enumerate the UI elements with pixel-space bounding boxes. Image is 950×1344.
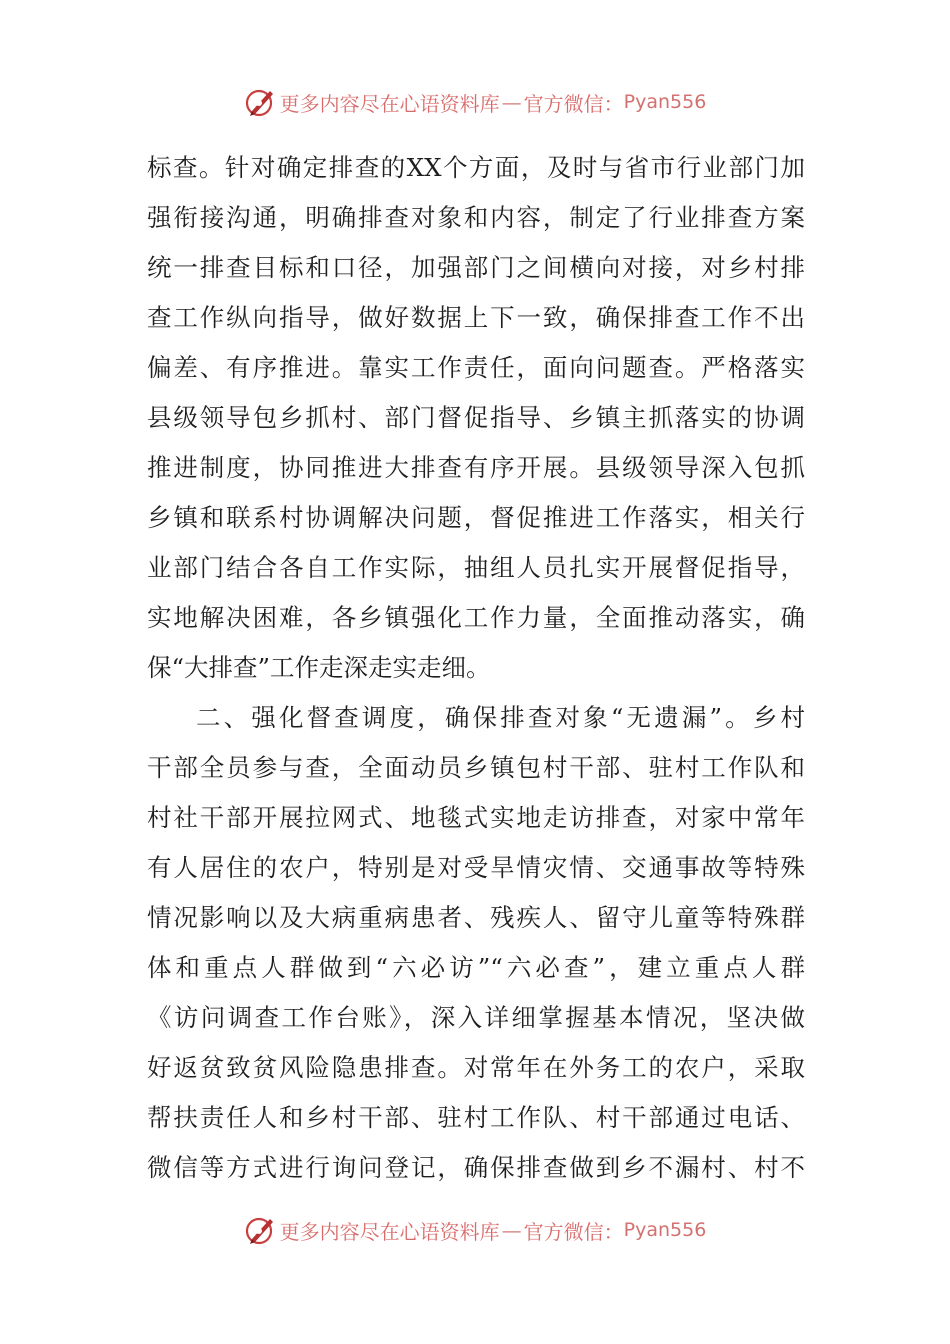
body-line: 干部全员参与查，全面动员乡镇包村干部、驻村工作队和 [147,753,805,782]
watermark-label: 官方微信： [523,1219,624,1244]
body-line: 标查。针对确定排查的XX个方面，及时与省市行业部门加 [147,153,805,182]
body-line: 村社干部开展拉网式、地毯式实地走访排查，对家中常年 [147,803,805,832]
watermark-account: Pyan556 [623,1219,707,1241]
body-line: 情况影响以及大病重病患者、残疾人、留守儿童等特殊群 [147,903,805,932]
body-line: 偏差、有序推进。靠实工作责任，面向问题查。严格落实 [147,353,805,382]
body-line: 好返贫致贫风险隐患排查。对常年在外务工的农户，采取 [147,1053,805,1082]
body-line: 强衔接沟通，明确排查对象和内容，制定了行业排查方案 [147,203,805,232]
body-line: 《访问调查工作台账》，深入详细掌握基本情况，坚决做 [147,1003,805,1032]
watermark-account: Pyan556 [623,91,707,113]
pen-logo-icon [244,85,278,119]
body-line: 保“大排查”工作走深走实走细。 [147,653,491,682]
section-heading-line: 二、强化督查调度，确保排查对象“无遗漏”。乡村 [196,703,805,732]
pen-logo-icon [244,1213,278,1247]
footer-watermark [0,1210,950,1250]
watermark-separator: — [501,90,522,114]
body-line: 业部门结合各自工作实际，抽组人员扎实开展督促指导， [147,553,805,582]
body-line: 体和重点人群做到“六必访”“六必查”，建立重点人群 [147,953,805,982]
watermark-separator: — [501,1218,522,1242]
header-watermark [0,82,950,122]
watermark-site-text: 更多内容尽在心语资料库 [279,1219,500,1244]
watermark-site-text: 更多内容尽在心语资料库 [279,91,500,116]
body-line: 实地解决困难，各乡镇强化工作力量，全面推动落实，确 [147,603,805,632]
body-line: 乡镇和联系村协调解决问题，督促推进工作落实，相关行 [147,503,805,532]
body-line: 微信等方式进行询问登记，确保排查做到乡不漏村、村不 [147,1153,805,1182]
body-line: 统一排查目标和口径，加强部门之间横向对接，对乡村排 [147,253,805,282]
body-line: 查工作纵向指导，做好数据上下一致，确保排查工作不出 [147,303,805,332]
body-line: 帮扶责任人和乡村干部、驻村工作队、村干部通过电话、 [147,1103,805,1132]
document-body [147,143,805,1193]
watermark-label: 官方微信： [523,91,624,116]
body-line: 县级领导包乡抓村、部门督促指导、乡镇主抓落实的协调 [147,403,805,432]
body-line: 推进制度，协同推进大排查有序开展。县级领导深入包抓 [147,453,805,482]
body-line: 有人居住的农户，特别是对受旱情灾情、交通事故等特殊 [147,853,805,882]
